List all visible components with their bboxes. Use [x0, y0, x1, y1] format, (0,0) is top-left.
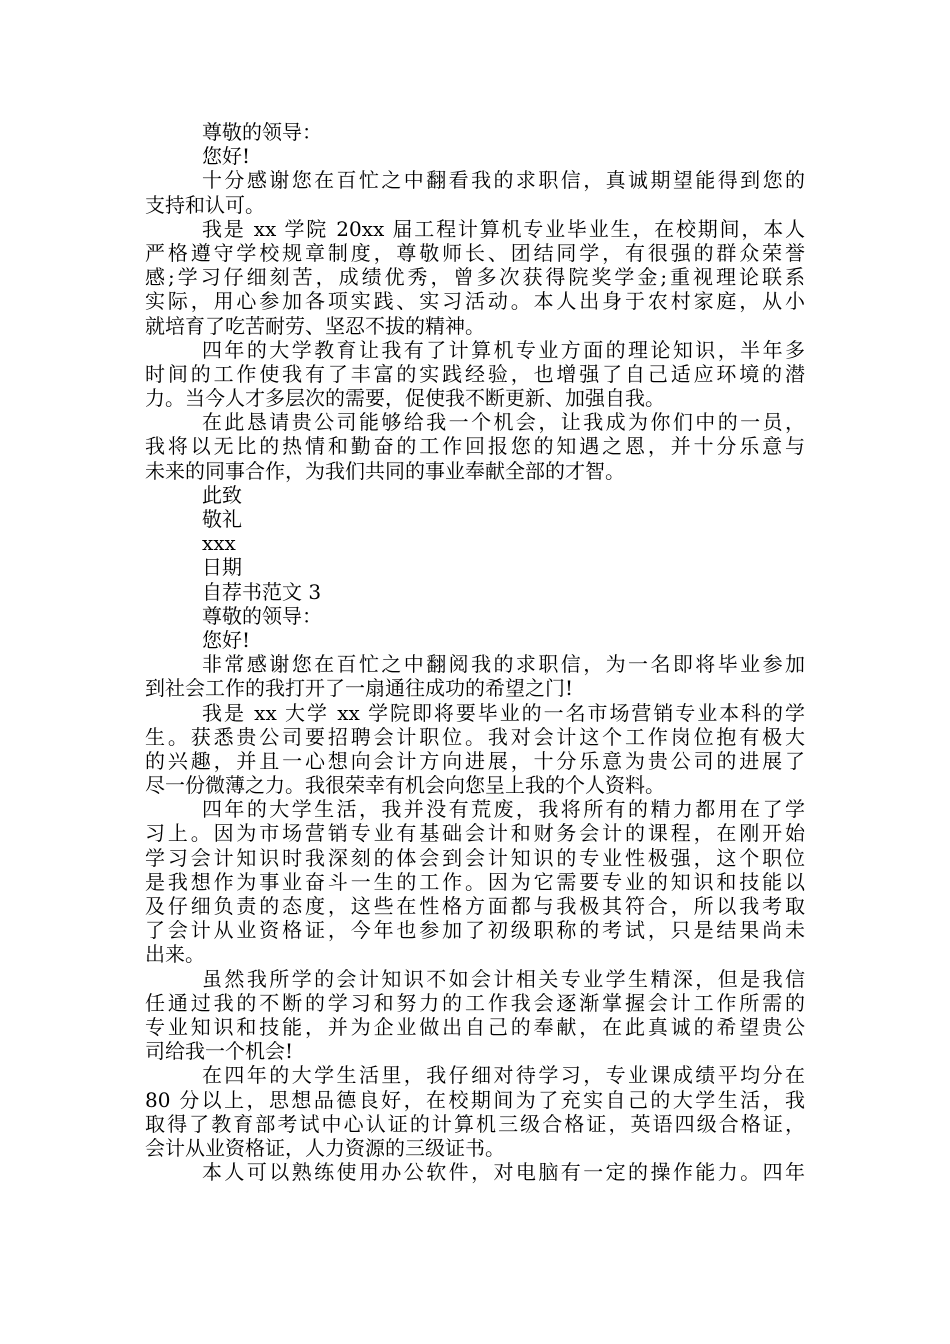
letter1-p2-line: 实际，用心参加各项实践、实习活动。本人出身于农村家庭，从小 — [145, 289, 805, 314]
letter1-p4-line: 我将以无比的热情和勤奋的工作回报您的知遇之恩，并十分乐意与 — [145, 434, 805, 459]
letter2-p2-line: 我是 xx 大学 xx 学院即将要毕业的一名市场营销专业本科的学 — [202, 700, 805, 725]
letter1-greeting: 您好! — [202, 144, 251, 169]
letter2-p4-line: 任通过我的不断的学习和努力的工作我会逐渐掌握会计工作所需的 — [145, 990, 805, 1015]
letter1-p1-line: 十分感谢您在百忙之中翻看我的求职信，真诚期望能得到您的 — [202, 168, 805, 193]
letter2-p3-line: 四年的大学生活，我并没有荒废，我将所有的精力都用在了学 — [202, 797, 805, 822]
letter2-p5-line: 会计从业资格证，人力资源的三级证书。 — [145, 1135, 505, 1160]
letter1-p3-line: 力。当今人才多层次的需要，促使我不断更新、加强自我。 — [145, 386, 665, 411]
letter1-p2-line: 就培育了吃苦耐劳、坚忍不拔的精神。 — [145, 313, 485, 338]
letter2-p3-line: 是我想作为事业奋斗一生的工作。因为它需要专业的知识和技能以 — [145, 869, 805, 894]
letter1-p4-line: 在此恳请贵公司能够给我一个机会，让我成为你们中的一员， — [202, 410, 805, 435]
letter1-p3-line: 时间的工作使我有了丰富的实践经验，也增强了自己适应环境的潜 — [145, 361, 805, 386]
letter2-p2-line: 的兴趣，并且一心想向会计方向进展，十分乐意为贵公司的进展了 — [145, 748, 805, 773]
letter1-p1-line: 支持和认可。 — [145, 192, 265, 217]
letter2-p2-line: 生。获悉贵公司要招聘会计职位。我对会计这个工作岗位抱有极大 — [145, 724, 805, 749]
letter2-p1-line: 非常感谢您在百忙之中翻阅我的求职信，为一名即将毕业参加 — [202, 652, 805, 677]
letter1-p2-line: 严格遵守学校规章制度，尊敬师长、团结同学，有很强的群众荣誉 — [145, 240, 805, 265]
letter2-p6-line: 本人可以熟练使用办公软件，对电脑有一定的操作能力。四年 — [202, 1160, 805, 1185]
letter1-p2-line: 感;学习仔细刻苦，成绩优秀，曾多次获得院奖学金;重视理论联系 — [145, 265, 805, 290]
letter2-p4-line: 虽然我所学的会计知识不如会计相关专业学生精深，但是我信 — [202, 966, 805, 991]
letter2-greeting: 您好! — [202, 627, 251, 652]
letter1-closing-2: 敬礼 — [202, 507, 242, 531]
letter2-p4-line: 专业知识和技能，并为企业做出自己的奉献，在此真诚的希望贵公 — [145, 1014, 805, 1039]
letter1-closing-1: 此致 — [202, 482, 242, 507]
letter2-p5-line: 在四年的大学生活里，我仔细对待学习，专业课成绩平均分在 — [202, 1063, 805, 1088]
letter2-salutation: 尊敬的领导： — [202, 603, 322, 628]
letter1-p2-line: 我是 xx 学院 20xx 届工程计算机专业毕业生，在校期间，本人 — [202, 216, 805, 241]
letter2-p3-line: 及仔细负责的态度，这些在性格方面都与我极其符合，所以我考取 — [145, 894, 805, 918]
letter2-p3-line: 出来。 — [145, 942, 205, 967]
letter2-p5-line: 取得了教育部考试中心认证的计算机三级合格证，英语四级合格证， — [145, 1111, 805, 1136]
letter1-p3-line: 四年的大学教育让我有了计算机专业方面的理论知识，半年多 — [202, 337, 805, 362]
letter2-p3-line: 了会计从业资格证，今年也参加了初级职称的考试，只是结果尚未 — [145, 918, 805, 943]
letter2-p1-line: 到社会工作的我打开了一扇通往成功的希望之门! — [145, 676, 574, 701]
letter1-salutation: 尊敬的领导： — [202, 120, 322, 144]
letter2-p2-line: 尽一份微薄之力。我很荣幸有机会向您呈上我的个人资料。 — [145, 773, 665, 798]
letter1-date: 日期 — [202, 555, 242, 580]
letter2-p3-line: 学习会计知识时我深刻的体会到会计知识的专业性极强，这个职位 — [145, 845, 805, 870]
section-title: 自荐书范文 3 — [202, 579, 322, 604]
document-page — [145, 120, 805, 1184]
letter2-p4-line: 司给我一个机会! — [145, 1039, 294, 1064]
letter2-p3-line: 习上。因为市场营销专业有基础会计和财务会计的课程，在刚开始 — [145, 821, 805, 846]
letter1-signature: xxx — [202, 531, 236, 556]
letter1-p4-line: 未来的同事合作，为我们共同的事业奉献全部的才智。 — [145, 458, 625, 483]
letter2-p5-line: 80 分以上，思想品德良好，在校期间为了充实自己的大学生活，我 — [145, 1087, 805, 1112]
